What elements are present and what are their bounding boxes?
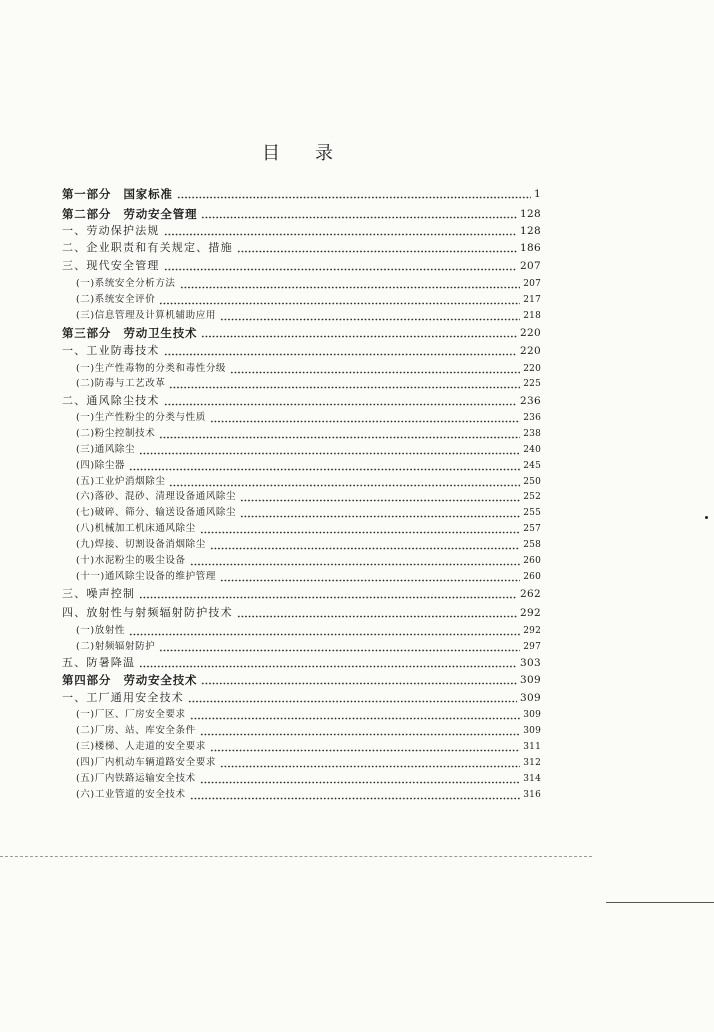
toc-section [62,606,541,620]
toc-section [62,394,541,408]
toc-entry-page: 311 [523,742,541,752]
dot-leader [210,740,520,754]
toc-part-heading [62,187,541,201]
dot-leader [200,772,521,786]
toc-subsection [76,538,541,552]
toc-entry-title: 一、工厂通用安全技术 [62,691,184,704]
toc-entry-title: (一)放射性 [76,625,126,636]
toc-entry-page: 255 [523,508,541,518]
toc-entry-page: 262 [520,588,541,600]
toc-subsection [76,570,541,584]
toc-entry-page: 250 [523,477,541,487]
dot-leader [190,708,521,722]
dot-leader [169,475,520,489]
dot-leader [220,756,520,770]
toc-entry-title: (八)机械加工机床通风除尘 [76,523,196,534]
dot-leader [164,394,517,408]
toc-entry-page: 240 [523,445,541,455]
toc-subsection [76,756,541,770]
toc-entry-page: 292 [520,607,541,619]
toc-entry-title: 一、工业防毒技术 [62,344,160,357]
toc-entry-title: 第一部分 国家标准 [62,187,173,201]
toc-subsection [76,490,541,504]
scan-artifact-line [0,856,592,857]
toc-part-heading [62,673,541,687]
toc-entry-page: 220 [520,327,541,339]
dot-leader [190,788,521,802]
dot-leader [240,490,520,504]
toc-subsection [76,377,541,391]
toc-entry-title: (一)生产性毒物的分类和毒性分级 [76,363,227,374]
toc-entry-page: 257 [523,524,541,534]
toc-entry-title: (一)生产性粉尘的分类与性质 [76,412,206,423]
dot-leader [220,309,520,323]
dot-leader [237,241,517,255]
toc-entry-page: 309 [520,692,541,704]
toc-entry-page: 258 [523,540,541,550]
toc-subsection [76,443,541,457]
dot-leader [237,606,517,620]
dot-leader [201,326,517,340]
toc-entry-page: 316 [523,790,541,800]
toc-entry-title: (二)粉尘控制技术 [76,428,156,439]
toc-entry-page: 314 [523,774,541,784]
toc-section [62,656,541,670]
toc-entry-title: 二、通风除尘技术 [62,394,160,407]
toc-entry-page: 128 [520,208,541,220]
toc-subsection [76,475,541,489]
page-title: 目录 [262,143,368,164]
toc-entry-title: 第二部分 劳动安全管理 [62,207,198,221]
dot-leader [159,293,520,307]
dot-leader [210,411,520,425]
toc-entry-title: (一)系统安全分析方法 [76,278,176,289]
dot-leader [139,443,520,457]
dot-leader [201,207,517,221]
dot-leader [159,427,520,441]
toc-entry-page: 186 [520,242,541,254]
dot-leader [159,640,520,654]
dot-leader [230,362,520,376]
toc-entry-title: (四)除尘器 [76,460,126,471]
toc-entry-page: 225 [523,379,541,389]
toc-entry-title: (三)通风除尘 [76,444,136,455]
toc-part-heading [62,207,541,221]
toc-entry-title: 三、噪声控制 [62,587,136,600]
toc-entry-page: 220 [520,345,541,357]
dot-leader [220,570,520,584]
toc-subsection [76,411,541,425]
toc-entry-page: 238 [523,429,541,439]
toc-entry-title: (二)防毒与工艺改革 [76,378,166,389]
toc-entry-title: (九)焊接、切割设备消烟除尘 [76,539,206,550]
toc-entry-title: 第四部分 劳动安全技术 [62,673,198,687]
toc-entry-title: 三、现代安全管理 [62,259,160,272]
toc-entry-title: 第三部分 劳动卫生技术 [62,326,198,340]
toc-entry-title: (六)工业管道的安全技术 [76,789,186,800]
scan-artifact-line [606,902,714,903]
toc-entry-page: 260 [523,556,541,566]
toc-entry-page: 245 [523,461,541,471]
toc-entry-page: 217 [523,295,541,305]
toc-subsection [76,427,541,441]
toc-section [62,344,541,358]
toc-entry-page: 309 [523,710,541,720]
dot-leader [200,522,521,536]
scan-speck [705,516,708,519]
toc-subsection [76,740,541,754]
toc-subsection [76,309,541,323]
toc-entry-page: 236 [523,413,541,423]
toc-entry-page: 207 [523,279,541,289]
toc-entry-title: (七)破碎、筛分、输送设备通风除尘 [76,507,237,518]
toc-section [62,259,541,273]
dot-leader [200,724,521,738]
toc-subsection [76,724,541,738]
toc-entry-title: 四、放射性与射频辐射防护技术 [62,606,233,619]
dot-leader [164,224,517,238]
toc-section [62,241,541,255]
toc-part-heading [62,326,541,340]
toc-subsection [76,624,541,638]
toc-entry-page: 303 [520,657,541,669]
toc-subsection [76,788,541,802]
toc-entry-title: (五)厂内铁路运输安全技术 [76,773,196,784]
toc-subsection [76,554,541,568]
toc-subsection [76,293,541,307]
toc-entry-page: 252 [523,492,541,502]
toc-subsection [76,640,541,654]
dot-leader [240,506,520,520]
toc-section [62,691,541,705]
toc-entry-title: (十)水泥粉尘的吸尘设备 [76,555,186,566]
dot-leader [201,673,517,687]
dot-leader [188,691,517,705]
toc-entry-page: 236 [520,395,541,407]
dot-leader [129,624,520,638]
toc-entry-page: 292 [523,626,541,636]
dot-leader [169,377,520,391]
toc-entry-title: 二、企业职责和有关规定、措施 [62,241,233,254]
toc-entry-page: 1 [534,188,541,200]
toc-subsection [76,459,541,473]
toc-entry-title: (一)厂区、厂房安全要求 [76,709,186,720]
toc-section [62,587,541,601]
dot-leader [139,587,517,601]
toc-entry-page: 312 [523,758,541,768]
toc-entry-title: (五)工业炉消烟除尘 [76,476,166,487]
dot-leader [190,554,521,568]
toc-entry-title: (三)楼梯、人走道的安全要求 [76,741,206,752]
toc-entry-page: 218 [523,311,541,321]
dot-leader [129,459,520,473]
dot-leader [210,538,520,552]
toc-entry-title: (二)厂房、站、库安全条件 [76,725,196,736]
toc-entry-page: 207 [520,260,541,272]
toc-entry-title: 一、劳动保护法规 [62,224,160,237]
dot-leader [139,656,517,670]
toc-entry-page: 309 [520,674,541,686]
toc-entry-title: (二)射频辐射防护 [76,641,156,652]
toc-subsection [76,506,541,520]
toc-entry-title: (三)信息管理及计算机辅助应用 [76,310,216,321]
toc-subsection [76,522,541,536]
toc-subsection [76,772,541,786]
toc-entry-title: (二)系统安全评价 [76,294,156,305]
toc-entry-title: (四)厂内机动车辆道路安全要求 [76,757,216,768]
toc-entry-title: (六)落砂、混砂、清理设备通风除尘 [76,491,237,502]
toc-entry-title: 五、防暑降温 [62,656,136,669]
dot-leader [180,277,521,291]
toc-entry-page: 220 [523,364,541,374]
toc-entry-page: 260 [523,572,541,582]
toc-entry-page: 128 [520,225,541,237]
toc-subsection [76,277,541,291]
dot-leader [164,259,517,273]
toc-subsection [76,362,541,376]
toc-section [62,224,541,238]
toc-entry-page: 297 [523,642,541,652]
dot-leader [164,344,517,358]
dot-leader [177,187,531,201]
toc-subsection [76,708,541,722]
toc-entry-title: (十一)通风除尘设备的维护管理 [76,571,216,582]
toc-entry-page: 309 [523,726,541,736]
